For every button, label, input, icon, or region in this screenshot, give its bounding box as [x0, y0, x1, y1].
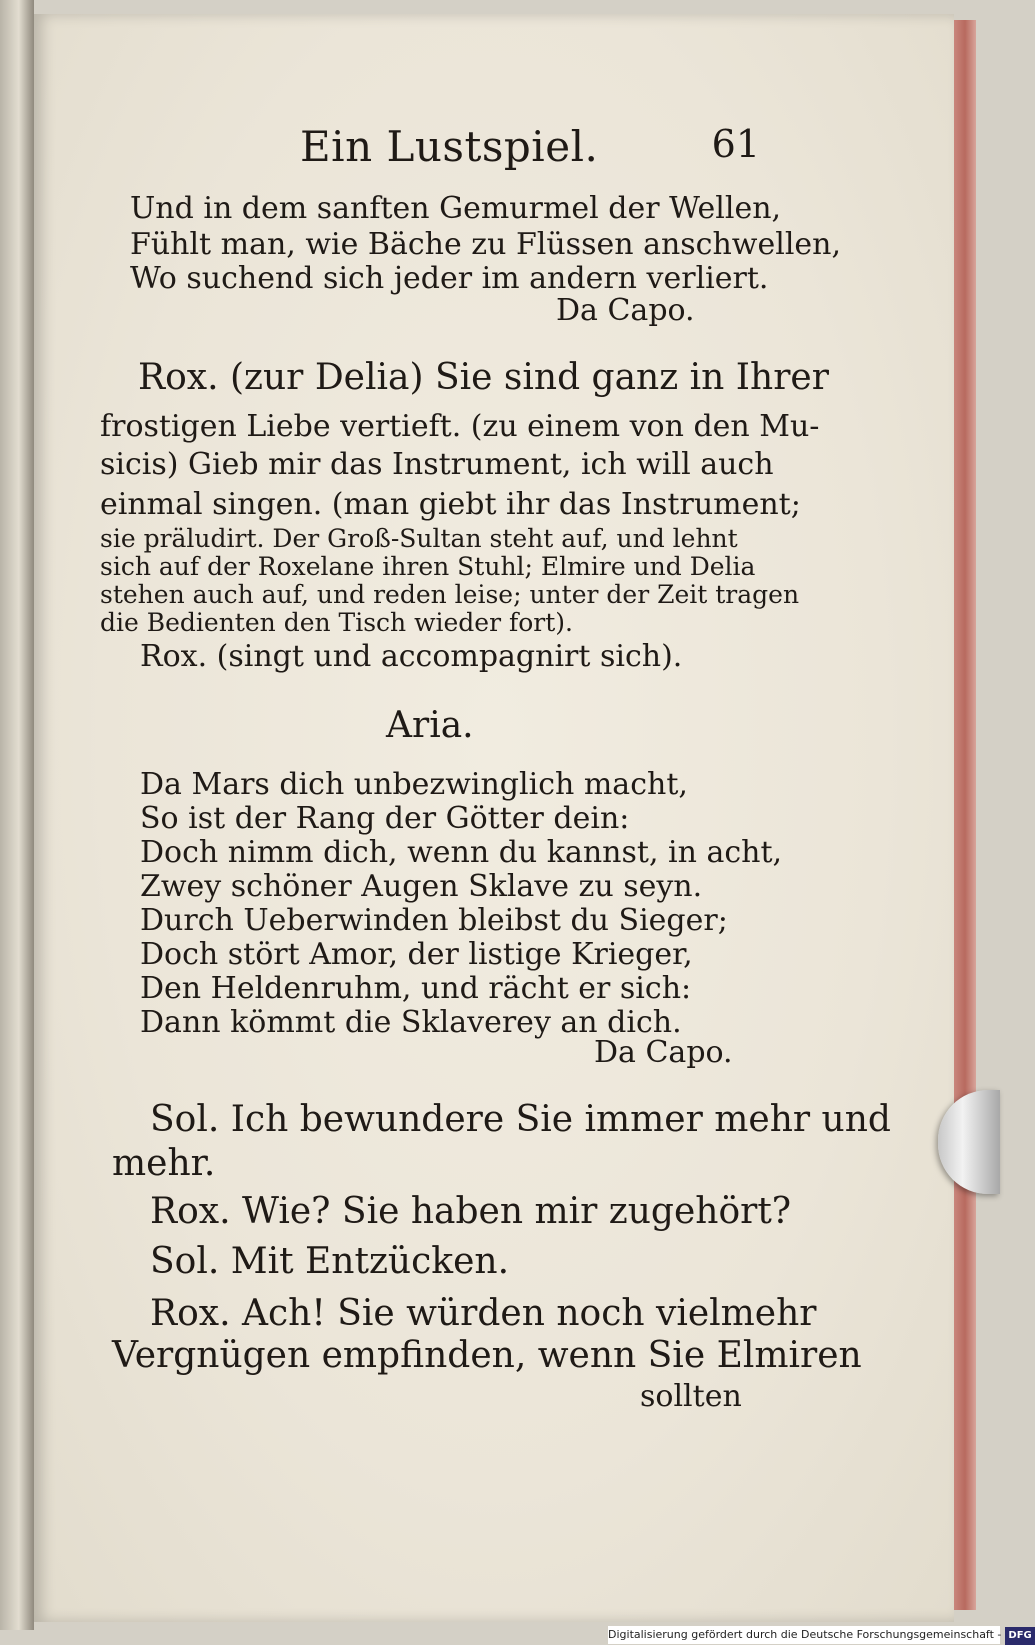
dialogue-line: Sol. Ich bewundere Sie immer mehr und [150, 1099, 891, 1140]
dialogue-line: einmal singen. (man giebt ihr das Instrument; [100, 487, 801, 522]
running-title: Ein Lustspiel. [300, 122, 599, 171]
dialogue-line: frostigen Liebe vertieft. (zu einem von den Mu- [100, 409, 820, 444]
aria-heading: Aria. [386, 705, 474, 746]
dialogue-line: Vergnügen empfinden, wenn Sie Elmiren [112, 1335, 862, 1376]
stage-direction-line: die Bedienten den Tisch wieder fort). [100, 608, 573, 637]
left-page-edge [0, 0, 34, 1630]
dialogue-line: sicis) Gieb mir das Instrument, ich will auch [100, 447, 774, 482]
aria-line: Zwey schöner Augen Sklave zu seyn. [140, 869, 703, 904]
verse-line: Wo suchend sich jeder im andern verliert. [130, 261, 769, 296]
running-header [300, 122, 760, 182]
verse-line: Fühlt man, wie Bäche zu Flüssen anschwellen, [130, 227, 842, 262]
verse-line: Und in dem sanften Gemurmel der Wellen, [130, 191, 782, 226]
stage-direction-line: sich auf der Roxelane ihren Stuhl; Elmire und Delia [100, 552, 756, 581]
aria-line: Da Mars dich unbezwinglich macht, [140, 767, 688, 802]
aria-line: Doch nimm dich, wenn du kannst, in acht, [140, 835, 783, 870]
stage-direction-line: stehen auch auf, und reden leise; unter der Zeit tragen [100, 580, 800, 609]
speaker-line: Rox. (singt und accompagnirt sich). [140, 639, 683, 674]
catchword: sollten [640, 1379, 742, 1414]
aria-line: Doch stört Amor, der listige Krieger, [140, 937, 693, 972]
da-capo: Da Capo. [594, 1035, 733, 1070]
aria-line: So ist der Rang der Götter dein: [140, 801, 630, 836]
dialogue-line: mehr. [112, 1143, 216, 1184]
aria-line: Durch Ueberwinden bleibst du Sieger; [140, 903, 728, 938]
aria-line: Dann kömmt die Sklaverey an dich. [140, 1005, 682, 1040]
da-capo: Da Capo. [556, 293, 695, 328]
footer-text: Digitalisierung gefördert durch die Deutsche Forschungsgemeinschaft - [608, 1628, 1002, 1641]
dialogue-line: Rox. (zur Delia) Sie sind ganz in Ihrer [138, 357, 829, 398]
page-edge-red [954, 20, 976, 1610]
dialogue-line: Sol. Mit Entzücken. [150, 1241, 510, 1282]
dialogue-line: Rox. Wie? Sie haben mir zugehört? [150, 1191, 792, 1232]
stage-direction-line: sie präludirt. Der Groß-Sultan steht auf, und lehnt [100, 524, 738, 553]
digitization-footer [608, 1626, 1032, 1644]
page-number: 61 [711, 122, 760, 166]
dialogue-line: Rox. Ach! Sie würden noch vielmehr [150, 1293, 817, 1334]
dfg-logo: DFG [1005, 1627, 1034, 1645]
aria-line: Den Heldenruhm, und rächt er sich: [140, 971, 692, 1006]
